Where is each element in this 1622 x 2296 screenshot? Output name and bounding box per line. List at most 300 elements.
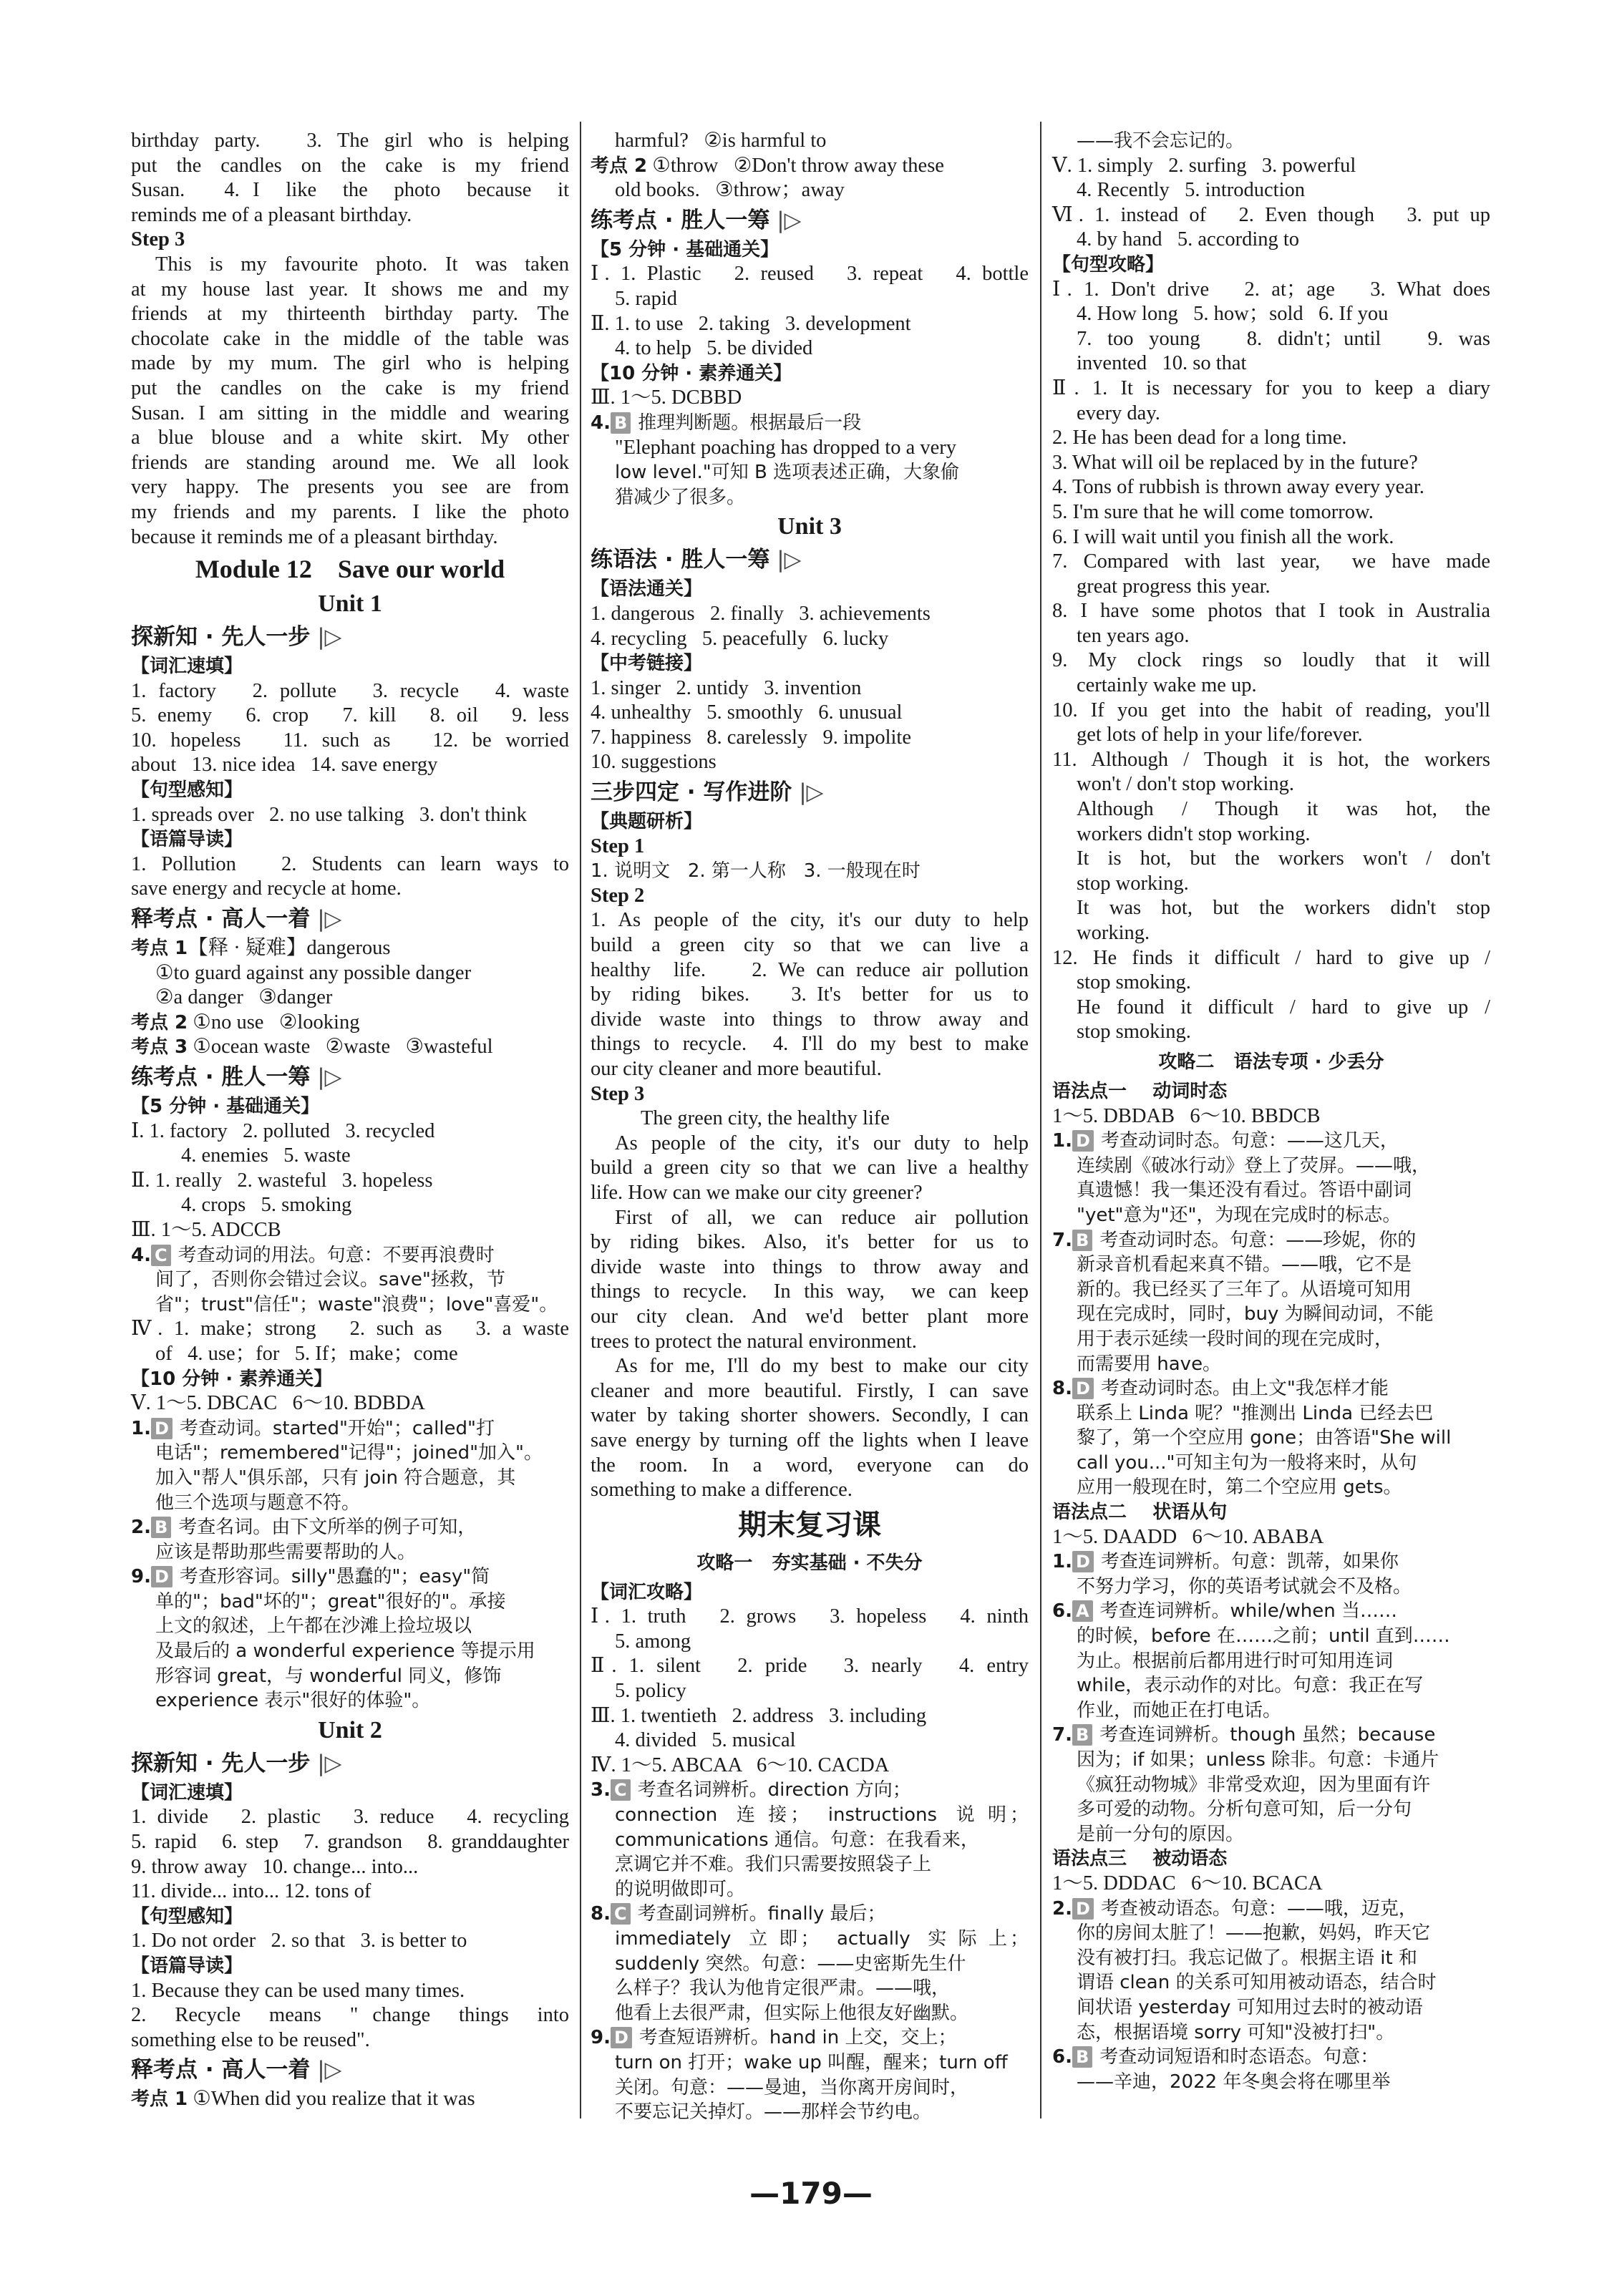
subsection-tag: 【5 分钟 · 基础通关】 bbox=[591, 238, 780, 261]
subsection-tag: 语法点一 动词时态 bbox=[1052, 1080, 1228, 1102]
answer-letter-badge: D bbox=[611, 2027, 632, 2048]
text-line: get lots of help in your life/forever. bbox=[1077, 724, 1363, 746]
text-line: 上文的叙述，上午都在沙滩上捡垃圾以 bbox=[155, 1615, 472, 1638]
text-line: 2. He has been dead for a long time. bbox=[1052, 427, 1347, 449]
key-point-line bbox=[131, 1035, 569, 1060]
text-line: certainly wake me up. bbox=[1077, 674, 1257, 697]
text-line: 加入"帮人"俱乐部，只有 join 符合题意，其 bbox=[155, 1466, 516, 1489]
text-line: 1. Pollution 2. Students can learn ways to bbox=[131, 852, 569, 875]
text-line: 不努力学习，你的英语考试就会不及格。 bbox=[1077, 1575, 1412, 1597]
section-arrow-icon: |▷ bbox=[310, 906, 342, 933]
text-line: It was hot, but the workers didn't stop bbox=[1077, 897, 1490, 920]
subsection-tag: 【语篇导读】 bbox=[131, 1955, 243, 1977]
subsection-tag: 【句型感知】 bbox=[131, 1905, 243, 1927]
question-number: 9. bbox=[131, 1566, 151, 1588]
text-line: 2. Recycle means " change things into bbox=[131, 2004, 569, 2027]
text-line: connection 连 接； instructions 说 明； bbox=[615, 1804, 1029, 1826]
key-point-content: ①throw ②Don't throw away these bbox=[647, 154, 944, 177]
answer-explanation-line bbox=[1052, 1376, 1490, 1401]
text-line: "Elephant poaching has dropped to a very bbox=[615, 436, 956, 459]
text-line: by riding bikes. Also, it's better for us to bbox=[591, 1231, 1029, 1254]
page-number: —179— bbox=[749, 2176, 873, 2211]
text-line: experience 表示"很好的体验"。 bbox=[155, 1690, 431, 1712]
text-line: 及最后的 a wonderful experience 等提示用 bbox=[155, 1640, 535, 1663]
text-line: Ⅵ. 1. instead of 2. Even though 3. put up bbox=[1052, 203, 1490, 226]
key-point-content: ①ocean waste ②waste ③wasteful bbox=[188, 1036, 493, 1059]
chapter-heading: 期末复习课 bbox=[738, 1508, 881, 1542]
text-line: divide waste into things to throw away and bbox=[591, 1008, 1029, 1031]
question-number: 1. bbox=[1052, 1551, 1072, 1573]
section-heading bbox=[591, 206, 1029, 235]
text-line: great progress this year. bbox=[1077, 575, 1271, 598]
text-line: our city cleaner and more beautiful. bbox=[591, 1058, 882, 1080]
answer-letter-badge: C bbox=[151, 1245, 171, 1266]
text-line: This is my favourite photo. It was taken bbox=[155, 253, 569, 276]
unit-heading: 攻略一 夯实基础 · 不失分 bbox=[696, 1552, 923, 1574]
text-line: 黎了，第一个空应用 gone；由答语"She will bbox=[1077, 1427, 1452, 1449]
answer-letter-badge: C bbox=[611, 1779, 631, 1801]
question-number: 2. bbox=[1052, 1897, 1072, 1920]
text-line: 电话"；remembered"记得"；joined"加入"。 bbox=[155, 1442, 543, 1464]
explanation-text: 推理判断题。根据最后一段 bbox=[638, 412, 862, 434]
text-line: 他三个选项与题意不符。 bbox=[155, 1492, 361, 1514]
text-line: 4. Recently 5. introduction bbox=[1077, 179, 1305, 202]
subsection-tag: 【句型攻略】 bbox=[1052, 253, 1165, 276]
text-line: 应用一般现在时，第二个空应用 gets。 bbox=[1077, 1477, 1402, 1499]
text-line: 4. crops 5. smoking bbox=[181, 1194, 352, 1217]
text-line: 1. spreads over 2. no use talking 3. don't think bbox=[131, 803, 527, 826]
section-arrow-icon: |▷ bbox=[310, 624, 342, 651]
text-line: 1. divide 2. plastic 3. reduce 4. recycling bbox=[131, 1806, 569, 1829]
text-line: things to recycle. In this way, we can keep bbox=[591, 1280, 1029, 1303]
text-line: 4. by hand 5. according to bbox=[1077, 228, 1300, 251]
explanation-text: 考查名词。由下文所举的例子可知， bbox=[178, 1517, 477, 1539]
text-line: 5. enemy 6. crop 7. kill 8. oil 9. less bbox=[131, 704, 569, 727]
explanation-text: 考查动词时态。句意：——珍妮，你的 bbox=[1099, 1229, 1417, 1251]
section-heading-text: 释考点 · 高人一着 bbox=[131, 906, 311, 933]
section-heading bbox=[591, 545, 1029, 574]
subsection-tag: 【5 分钟 · 基础通关】 bbox=[131, 1096, 320, 1117]
section-heading-text: 释考点 · 高人一着 bbox=[131, 2057, 311, 2083]
unit-heading: Unit 2 bbox=[318, 1716, 382, 1743]
answer-letter-badge: D bbox=[1072, 1551, 1094, 1572]
text-line: 1. 说明文 2. 第一人称 3. 一般现在时 bbox=[591, 860, 921, 882]
text-line: invented 10. so that bbox=[1077, 352, 1247, 375]
text-line: 12. He finds it difficult / hard to give up / bbox=[1052, 946, 1490, 969]
text-line: 7. too young 8. didn't；until 9. was bbox=[1077, 327, 1490, 350]
answer-letter-badge: D bbox=[151, 1418, 173, 1439]
text-line: 1. singer 2. untidy 3. invention bbox=[591, 676, 862, 699]
text-line: Ⅰ. 1. Plastic 2. reused 3. repeat 4. bottle bbox=[591, 263, 1029, 286]
text-line: stop smoking. bbox=[1077, 1021, 1191, 1044]
text-line: something to make a difference. bbox=[591, 1479, 853, 1502]
text-line: 为止。根据前后都用进行时可知用连词 bbox=[1077, 1650, 1394, 1672]
text-line: workers didn't stop working. bbox=[1077, 822, 1311, 845]
text-line: Susan. 4. I like the photo because it bbox=[131, 179, 569, 202]
text-line: 猎减少了很多。 bbox=[615, 486, 746, 508]
key-point-content: 【释 · 疑难】dangerous bbox=[188, 937, 391, 960]
answer-explanation-line bbox=[1052, 1599, 1490, 1624]
answer-explanation-line bbox=[1052, 2045, 1490, 2070]
text-line: very happy. The presents you see are from bbox=[131, 476, 569, 499]
answer-explanation-line bbox=[1052, 1897, 1490, 1922]
answer-explanation-line bbox=[1052, 1550, 1490, 1575]
section-heading bbox=[131, 623, 569, 651]
text-line: Ⅰ. 1. truth 2. grows 3. hopeless 4. ninth bbox=[591, 1605, 1029, 1628]
section-heading bbox=[131, 2056, 569, 2084]
explanation-text: 考查连词辨析。句意：凯蒂，如果你 bbox=[1100, 1551, 1399, 1573]
answer-letter-badge: D bbox=[1072, 1130, 1094, 1152]
text-line: Although / Though it was hot, the bbox=[1077, 798, 1490, 821]
text-line: old books. ③throw；away bbox=[615, 179, 845, 202]
explanation-text: 考查动词的用法。句意：不要再浪费时 bbox=[178, 1244, 495, 1266]
text-line: won't / don't stop working. bbox=[1077, 773, 1294, 796]
text-line: Ⅰ. 1. factory 2. polluted 3. recycled bbox=[131, 1119, 435, 1142]
text-line: First of all, we can reduce air pollution bbox=[615, 1206, 1029, 1229]
answer-letter-badge: B bbox=[1072, 1724, 1092, 1746]
answer-explanation-line bbox=[1052, 1228, 1490, 1253]
section-heading bbox=[591, 778, 1029, 807]
text-line: divide waste into things to throw away and bbox=[591, 1255, 1029, 1278]
question-number: 6. bbox=[1052, 2046, 1072, 2068]
explanation-text: 考查动词时态。句意：——这几天， bbox=[1100, 1130, 1399, 1152]
answer-explanation-line bbox=[591, 2025, 1029, 2051]
text-line: 没有被打扫。我忘记做了。根据主语 it 和 bbox=[1077, 1947, 1417, 1969]
text-line: The green city, the healthy life bbox=[641, 1107, 890, 1130]
section-arrow-icon: |▷ bbox=[792, 779, 824, 806]
answer-explanation-line bbox=[131, 1515, 569, 1540]
text-line: 4. Tons of rubbish is thrown away every year. bbox=[1052, 476, 1424, 499]
text-line: 9. throw away 10. change... into... bbox=[131, 1855, 419, 1878]
answer-letter-badge: B bbox=[1072, 2046, 1092, 2068]
explanation-text: 考查连词辨析。while/when 当…… bbox=[1099, 1600, 1397, 1623]
text-line: ①to guard against any possible danger bbox=[155, 961, 472, 984]
text-line: 你的房间太脏了！——抱歉，妈妈，昨天它 bbox=[1077, 1922, 1431, 1945]
text-line: 7. Compared with last year, we have made bbox=[1052, 550, 1490, 573]
section-heading bbox=[131, 905, 569, 933]
question-number: 4. bbox=[591, 412, 611, 434]
text-line: 间了，否则你会错过会议。save"拯救，节 bbox=[155, 1269, 505, 1291]
text-line: 真遗憾！我一集还没有看过。答语中副词 bbox=[1077, 1179, 1412, 1202]
text-line: 不要忘记关掉灯。——那样会节约电。 bbox=[615, 2101, 932, 2124]
section-arrow-icon: |▷ bbox=[769, 547, 802, 573]
text-line: 连续剧《破冰行动》登上了荧屏。——哦， bbox=[1077, 1154, 1431, 1177]
text-line: 《疯狂动物城》非常受欢迎，因为里面有许 bbox=[1077, 1774, 1431, 1796]
text-line: build a green city so that we can live a bbox=[591, 934, 1029, 957]
subsection-tag: 【词汇攻略】 bbox=[591, 1581, 703, 1603]
explanation-text: 考查名词辨析。direction 方向； bbox=[637, 1779, 911, 1801]
subsection-tag: 【词汇速填】 bbox=[131, 1781, 243, 1804]
text-line: 间状语 yesterday 可知用过去时的被动语 bbox=[1077, 1996, 1423, 2018]
text-line: Susan. I am sitting in the middle and wearing bbox=[131, 402, 569, 424]
text-line: 3. What will oil be replaced by in the future? bbox=[1052, 451, 1418, 474]
text-line: ②a danger ③danger bbox=[155, 986, 333, 1009]
section-arrow-icon: |▷ bbox=[310, 1750, 342, 1776]
text-line: low level."可知 B 选项表述正确，大象偷 bbox=[615, 462, 960, 484]
text-line: Ⅱ. 1. really 2. wasteful 3. hopeless bbox=[131, 1169, 433, 1192]
text-line: 用于表示延续一段时间的现在完成时， bbox=[1077, 1328, 1394, 1350]
answer-letter-badge: C bbox=[611, 1903, 631, 1925]
text-line: the room. In a word, everyone can do bbox=[591, 1454, 1029, 1477]
unit-heading: Unit 1 bbox=[318, 590, 382, 618]
text-line: Step 3 bbox=[131, 228, 185, 251]
text-line: Ⅴ. 1. simply 2. surfing 3. powerful bbox=[1052, 154, 1356, 177]
text-line: stop smoking. bbox=[1077, 971, 1191, 994]
text-line: suddenly 突然。句意：——史密斯先生什 bbox=[615, 1952, 966, 1975]
question-number: 2. bbox=[131, 1517, 151, 1539]
text-line: 10. If you get into the habit of reading, you'll bbox=[1052, 699, 1490, 721]
question-number: 1. bbox=[1052, 1130, 1072, 1152]
text-line: build a green city so that we can live a healthy bbox=[591, 1157, 1029, 1179]
question-number: 7. bbox=[1052, 1229, 1072, 1251]
text-line: Ⅱ. 1. to use 2. taking 3. development bbox=[591, 312, 911, 335]
text-line: Ⅰ. 1. Don't drive 2. at；age 3. What does bbox=[1052, 278, 1490, 301]
text-line: Ⅲ. 1. twentieth 2. address 3. including bbox=[591, 1704, 927, 1727]
section-heading-text: 探新知 · 先人一步 bbox=[131, 1750, 311, 1776]
key-point-label: 考点 1 bbox=[131, 938, 188, 960]
text-line: 省"；trust"信任"；waste"浪费"；love"喜爱"。 bbox=[155, 1293, 558, 1315]
text-line: 5. rapid bbox=[615, 287, 678, 310]
text-line: 5. I'm sure that he will come tomorrow. bbox=[1052, 500, 1374, 523]
text-line: Step 3 bbox=[591, 1082, 645, 1105]
text-line: harmful? ②is harmful to bbox=[615, 130, 827, 152]
column-divider-left bbox=[580, 122, 581, 2119]
key-point-label: 考点 1 bbox=[131, 2088, 188, 2111]
text-line: 应该是帮助那些需要帮助的人。 bbox=[155, 1541, 417, 1563]
answer-explanation-line bbox=[131, 1416, 569, 1441]
key-point-line bbox=[591, 154, 1029, 179]
text-line: 因为；if 如果；unless 除非。句意：卡通片 bbox=[1077, 1749, 1439, 1771]
text-line: while，表示动作的对比。句意：我正在写 bbox=[1077, 1675, 1424, 1697]
text-line: save energy and recycle at home. bbox=[131, 877, 402, 900]
text-line: 1. Do not order 2. so that 3. is better to bbox=[131, 1930, 467, 1952]
text-line: 新录音机看起来真不错。——哦，它不是 bbox=[1077, 1254, 1412, 1276]
text-line: 4. divided 5. musical bbox=[615, 1729, 796, 1752]
text-line: chocolate cake in the middle of the table was bbox=[131, 327, 569, 350]
question-number: 4. bbox=[131, 1244, 151, 1266]
column-divider-right bbox=[1040, 122, 1041, 2119]
text-line: 9. My clock rings so loudly that it will bbox=[1052, 649, 1490, 672]
subsection-tag: 语法点三 被动语态 bbox=[1052, 1848, 1228, 1870]
text-line: It is hot, but the workers won't / don't bbox=[1077, 847, 1490, 870]
text-line: our city clean. And we'd better plant more bbox=[591, 1305, 1029, 1328]
answer-explanation-line bbox=[131, 1243, 569, 1268]
text-line: Ⅱ. 1. silent 2. pride 3. nearly 4. entry bbox=[591, 1655, 1029, 1678]
text-line: 5. policy bbox=[615, 1680, 686, 1703]
text-line: 8. I have some photos that I took in Australia bbox=[1052, 600, 1490, 623]
explanation-text: 考查被动语态。句意：——哦，迈克， bbox=[1100, 1897, 1417, 1920]
subsection-tag: 【典题研析】 bbox=[591, 811, 703, 833]
explanation-text: 考查动词。started"开始"；called"打 bbox=[179, 1417, 495, 1439]
text-line: save energy by turning off the lights when I leave bbox=[591, 1429, 1029, 1451]
text-line: ——辛迪，2022 年冬奥会将在哪里举 bbox=[1077, 2071, 1391, 2093]
text-line: water by taking shorter showers. Secondly, I can bbox=[591, 1404, 1029, 1427]
answer-column-1 bbox=[131, 129, 569, 2112]
subsection-tag: 【词汇速填】 bbox=[131, 656, 243, 678]
text-line: 联系上 Linda 呢？"推测出 Linda 已经去巴 bbox=[1077, 1402, 1434, 1424]
question-number: 1. bbox=[131, 1417, 151, 1439]
text-line: 4. unhealthy 5. smoothly 6. unusual bbox=[591, 701, 903, 724]
section-heading-text: 练语法 · 胜人一筹 bbox=[591, 547, 770, 573]
question-number: 6. bbox=[1052, 1600, 1072, 1623]
answer-letter-badge: D bbox=[151, 1566, 173, 1587]
answer-letter-badge: D bbox=[1072, 1898, 1094, 1920]
section-arrow-icon: |▷ bbox=[310, 2057, 342, 2083]
question-number: 7. bbox=[1052, 1724, 1072, 1746]
answer-letter-badge: D bbox=[1072, 1378, 1094, 1399]
explanation-text: 考查连词辨析。though 虽然；because bbox=[1099, 1724, 1436, 1746]
subsection-tag: 语法点二 状语从句 bbox=[1052, 1502, 1228, 1524]
answer-explanation-line bbox=[131, 1565, 569, 1590]
answer-letter-badge: A bbox=[1072, 1600, 1093, 1622]
text-line: He found it difficult / hard to give up / bbox=[1077, 996, 1490, 1018]
text-line: things to recycle. 4. I'll do my best to make bbox=[591, 1033, 1029, 1056]
text-line: healthy life. 2. We can reduce air pollution bbox=[591, 958, 1029, 981]
text-line: Ⅲ. 1～5. DCBBD bbox=[591, 386, 742, 409]
key-point-line bbox=[131, 936, 569, 961]
text-line: Ⅳ. 1～5. ABCAA 6～10. CACDA bbox=[591, 1753, 890, 1776]
section-heading-text: 三步四定 · 写作进阶 bbox=[591, 779, 792, 806]
text-line: of 4. use；for 5. If；make；come bbox=[155, 1342, 458, 1365]
answer-explanation-line bbox=[591, 1778, 1029, 1803]
text-line: 4. recycling 5. peacefully 6. lucky bbox=[591, 627, 889, 650]
text-line: 5. rapid 6. step 7. grandson 8. granddaughter bbox=[131, 1831, 569, 1854]
text-line: 的时候，before 在……之前；until 直到…… bbox=[1077, 1625, 1450, 1648]
text-line: 4. How long 5. how；sold 6. If you bbox=[1077, 303, 1389, 326]
answer-explanation-line bbox=[1052, 1129, 1490, 1154]
text-line: As people of the city, it's our duty to help bbox=[615, 1132, 1029, 1154]
subsection-tag: 【10 分钟 · 素养通关】 bbox=[131, 1368, 333, 1390]
subsection-tag: 【中考链接】 bbox=[591, 653, 703, 675]
text-line: 新的。我已经买了三年了。从语境可知用 bbox=[1077, 1278, 1412, 1300]
text-line: immediately 立 即； actually 实 际 上； bbox=[615, 1928, 1029, 1950]
subsection-tag: 【句型感知】 bbox=[131, 779, 243, 802]
answer-column-2 bbox=[591, 129, 1029, 2125]
text-line: ten years ago. bbox=[1077, 624, 1190, 647]
module-heading: Module 12 Save our world bbox=[195, 555, 505, 584]
text-line: 1. Because they can be used many times. bbox=[131, 1979, 465, 2002]
key-point-label: 考点 2 bbox=[591, 155, 648, 177]
text-line: 5. among bbox=[615, 1630, 691, 1653]
subsection-tag: 【语篇导读】 bbox=[131, 829, 243, 851]
text-line: 么样子？我认为他肯定很严肃。——哦， bbox=[615, 1978, 951, 2000]
key-point-label: 考点 3 bbox=[131, 1036, 188, 1059]
text-line: cleaner and more beautiful. Firstly, I can save bbox=[591, 1379, 1029, 1402]
question-number: 8. bbox=[591, 1903, 611, 1925]
text-line: 是前一分句的原因。 bbox=[1077, 1823, 1245, 1845]
text-line: 10. suggestions bbox=[591, 751, 717, 774]
text-line: 他看上去很严肃，但实际上他很友好幽默。 bbox=[615, 2002, 969, 2024]
text-line: at my house last year. It shows me and my bbox=[131, 278, 569, 301]
text-line: 多可爱的动物。分析句意可知，后一分句 bbox=[1077, 1799, 1412, 1821]
text-line: 7. happiness 8. carelessly 9. impolite bbox=[591, 726, 911, 749]
text-line: Step 1 bbox=[591, 835, 645, 857]
text-line: because it reminds me of a pleasant birthday. bbox=[131, 525, 498, 548]
text-line: 而需要用 have。 bbox=[1077, 1353, 1222, 1375]
text-line: 11. divide... into... 12. tons of bbox=[131, 1880, 371, 1903]
text-line: communications 通信。句意：在我看来， bbox=[615, 1829, 979, 1851]
text-line: birthday party. 3. The girl who is helping bbox=[131, 130, 569, 152]
answer-column-3 bbox=[1052, 129, 1490, 2094]
key-point-line bbox=[131, 2087, 569, 2112]
text-line: 6. I will wait until you finish all the work. bbox=[1052, 525, 1394, 548]
text-line: ——我不会忘记的。 bbox=[1077, 130, 1245, 152]
text-line: a blue blouse and a white skirt. My other bbox=[131, 427, 569, 449]
section-arrow-icon: |▷ bbox=[769, 207, 802, 233]
text-line: 烹调它并不难。我们只需要按照袋子上 bbox=[615, 1854, 932, 1876]
text-line: about 13. nice idea 14. save energy bbox=[131, 754, 438, 777]
section-heading bbox=[131, 1749, 569, 1778]
answer-letter-badge: B bbox=[611, 412, 631, 434]
text-line: Step 2 bbox=[591, 884, 645, 907]
text-line: Ⅴ. 1～5. DBCAC 6～10. BDBDA bbox=[131, 1392, 425, 1415]
text-line: made by my mum. The girl who is helping bbox=[131, 352, 569, 375]
text-line: working. bbox=[1077, 922, 1150, 944]
answer-letter-badge: B bbox=[151, 1517, 171, 1538]
text-line: 1. factory 2. pollute 3. recycle 4. waste bbox=[131, 679, 569, 702]
text-line: put the candles on the cake is my friend bbox=[131, 154, 569, 177]
explanation-text: 考查动词短语和时态语态。句意： bbox=[1099, 2046, 1379, 2068]
question-number: 3. bbox=[591, 1779, 611, 1801]
question-number: 9. bbox=[591, 2027, 611, 2049]
text-line: 作业，而她正在打电话。 bbox=[1077, 1699, 1282, 1721]
subsection-tag: 【语法通关】 bbox=[591, 578, 703, 600]
text-line: 1. As people of the city, it's our duty to help bbox=[591, 909, 1029, 932]
section-heading-text: 探新知 · 先人一步 bbox=[131, 624, 311, 651]
section-heading-text: 练考点 · 胜人一筹 bbox=[591, 207, 770, 233]
text-line: 1～5. DDDAC 6～10. BCACA bbox=[1052, 1872, 1323, 1894]
text-line: friends are standing around me. We all look bbox=[131, 451, 569, 474]
text-line: life. How can we make our city greener? bbox=[591, 1181, 923, 1204]
answer-letter-badge: B bbox=[1072, 1230, 1092, 1251]
text-line: 形容词 great，与 wonderful 同义，修饰 bbox=[155, 1665, 502, 1687]
key-point-label: 考点 2 bbox=[131, 1011, 188, 1033]
unit-heading: Unit 3 bbox=[777, 513, 842, 540]
text-line: "yet"意为"还"，为现在完成时的标志。 bbox=[1077, 1204, 1402, 1226]
text-line: Ⅳ. 1. make；strong 2. such as 3. a waste bbox=[131, 1318, 569, 1341]
answer-explanation-line bbox=[591, 411, 1029, 436]
text-line: 1. dangerous 2. finally 3. achievements bbox=[591, 602, 931, 625]
answer-explanation-line bbox=[1052, 1723, 1490, 1748]
text-line: 4. enemies 5. waste bbox=[181, 1144, 351, 1167]
text-line: Ⅱ. 1. It is necessary for you to keep a diary bbox=[1052, 376, 1490, 399]
question-number: 8. bbox=[1052, 1378, 1072, 1400]
section-heading bbox=[131, 1063, 569, 1091]
text-line: 关闭。句意：——曼迪，当你离开房间时， bbox=[615, 2076, 969, 2098]
text-line: 4. to help 5. be divided bbox=[615, 337, 813, 360]
text-line: by riding bikes. 3. It's better for us to bbox=[591, 983, 1029, 1006]
text-line: 谓语 clean 的关系可知用被动语态，结合时 bbox=[1077, 1972, 1437, 1994]
text-line: something else to be reused". bbox=[131, 2028, 370, 2051]
text-line: trees to protect the natural environment. bbox=[591, 1330, 917, 1353]
answer-explanation-line bbox=[591, 1902, 1029, 1927]
text-line: 10. hopeless 11. such as 12. be worried bbox=[131, 729, 569, 751]
text-line: Ⅲ. 1～5. ADCCB bbox=[131, 1218, 281, 1241]
text-line: turn on 打开；wake up 叫醒，醒来；turn off bbox=[615, 2051, 1008, 2073]
text-line: 1～5. DBDAB 6～10. BBDCB bbox=[1052, 1104, 1321, 1127]
text-line: my friends and my parents. I like the photo bbox=[131, 500, 569, 523]
text-line: reminds me of a pleasant birthday. bbox=[131, 203, 412, 226]
text-line: As for me, I'll do my best to make our city bbox=[615, 1355, 1029, 1378]
text-line: put the candles on the cake is my friend bbox=[131, 376, 569, 399]
text-line: 1～5. DAADD 6～10. ABABA bbox=[1052, 1525, 1324, 1548]
section-arrow-icon: |▷ bbox=[310, 1064, 342, 1090]
key-point-line bbox=[131, 1011, 569, 1036]
text-line: 11. Although / Though it is hot, the workers bbox=[1052, 748, 1490, 771]
text-line: every day. bbox=[1077, 402, 1160, 424]
text-line: 态，根据语境 sorry 可知"没被打扫"。 bbox=[1077, 2021, 1395, 2043]
explanation-text: 考查动词时态。由上文"我怎样才能 bbox=[1100, 1378, 1389, 1400]
